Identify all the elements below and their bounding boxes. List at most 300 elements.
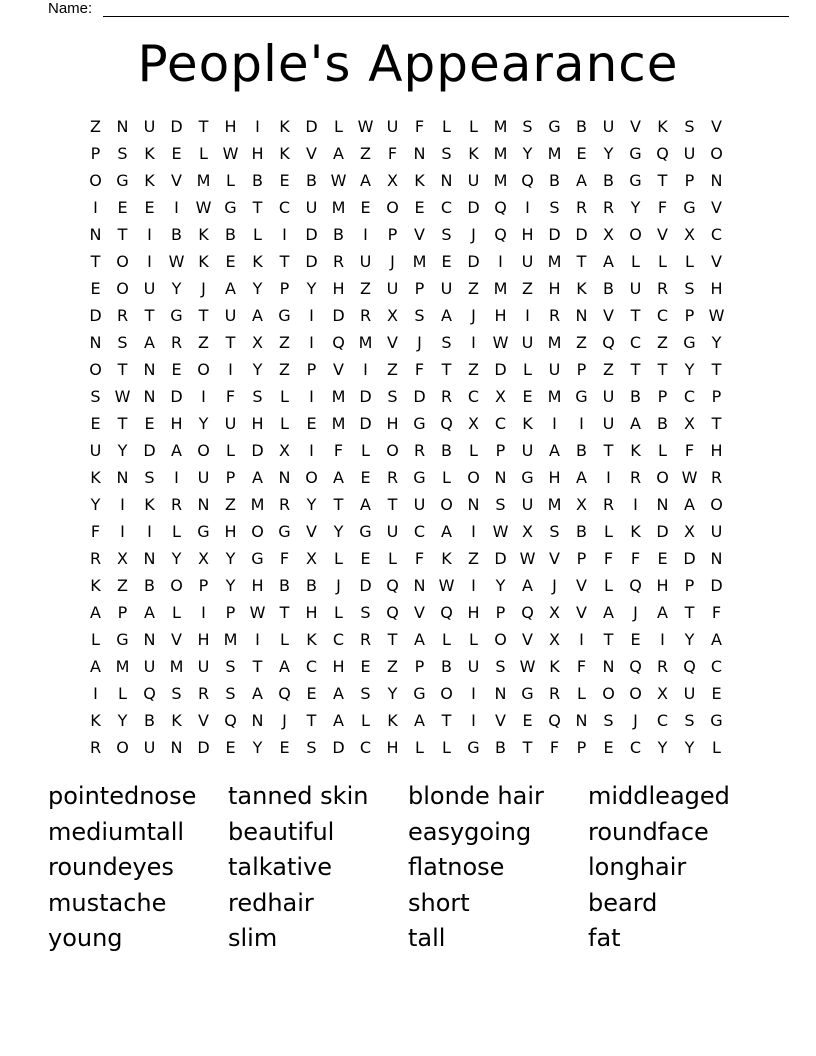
grid-letter: W bbox=[114, 387, 131, 406]
grid-letter: Y bbox=[684, 738, 695, 757]
grid-letter: S bbox=[441, 225, 452, 244]
grid-letter: R bbox=[170, 495, 183, 514]
grid-letter: C bbox=[656, 711, 669, 730]
grid-letter: U bbox=[143, 117, 156, 136]
word-list bbox=[48, 779, 788, 957]
grid-letter: J bbox=[336, 576, 341, 595]
grid-letter: U bbox=[467, 657, 480, 676]
grid-letter: B bbox=[441, 657, 452, 676]
grid-letter: I bbox=[525, 306, 530, 325]
grid-letter: L bbox=[280, 387, 289, 406]
name-field bbox=[48, 0, 748, 20]
word-list-item: redhair bbox=[228, 888, 314, 917]
grid-letter: M bbox=[547, 252, 562, 271]
grid-letter: E bbox=[225, 252, 236, 271]
grid-letter: D bbox=[305, 117, 318, 136]
grid-letter: W bbox=[195, 198, 212, 217]
grid-letter: Y bbox=[171, 279, 182, 298]
grid-letter: L bbox=[442, 117, 451, 136]
grid-letter: D bbox=[89, 306, 102, 325]
grid-letter: Q bbox=[548, 711, 561, 730]
grid-letter: Q bbox=[656, 144, 669, 163]
grid-letter: K bbox=[522, 414, 533, 433]
grid-letter: O bbox=[116, 738, 129, 757]
grid-letter: Z bbox=[468, 549, 479, 568]
grid-letter: X bbox=[684, 414, 695, 433]
grid-letter: H bbox=[386, 414, 399, 433]
grid-letter: G bbox=[278, 522, 291, 541]
grid-letter: Z bbox=[468, 360, 479, 379]
grid-letter: A bbox=[630, 414, 641, 433]
grid-letter: V bbox=[576, 603, 587, 622]
grid-letter: L bbox=[631, 252, 640, 271]
grid-letter: X bbox=[387, 171, 398, 190]
word-list-item: tall bbox=[408, 924, 446, 952]
grid-letter: D bbox=[548, 225, 561, 244]
grid-letter: S bbox=[225, 684, 236, 703]
grid-letter: E bbox=[279, 738, 290, 757]
grid-letter: Q bbox=[224, 711, 237, 730]
grid-letter: F bbox=[414, 360, 425, 379]
grid-letter: D bbox=[359, 414, 372, 433]
grid-letter: O bbox=[386, 441, 399, 460]
grid-letter: G bbox=[548, 117, 561, 136]
grid-letter: O bbox=[602, 684, 615, 703]
grid-letter: Y bbox=[117, 711, 128, 730]
grid-letter: A bbox=[657, 603, 668, 622]
grid-letter: M bbox=[223, 630, 238, 649]
grid-letter: G bbox=[521, 684, 534, 703]
grid-letter: U bbox=[224, 306, 237, 325]
grid-letter: N bbox=[440, 171, 453, 190]
grid-letter: O bbox=[656, 468, 669, 487]
grid-letter: O bbox=[467, 468, 480, 487]
grid-letter: V bbox=[711, 117, 722, 136]
grid-letter: P bbox=[684, 306, 695, 325]
grid-letter: T bbox=[387, 495, 398, 514]
grid-letter: N bbox=[251, 711, 264, 730]
grid-letter: M bbox=[547, 387, 562, 406]
grid-letter: K bbox=[171, 711, 182, 730]
grid-letter: B bbox=[630, 387, 641, 406]
grid-letter: I bbox=[147, 225, 152, 244]
grid-letter: Z bbox=[360, 279, 371, 298]
grid-letter: K bbox=[198, 252, 209, 271]
grid-letter: M bbox=[250, 495, 265, 514]
grid-letter: G bbox=[251, 549, 264, 568]
grid-letter: R bbox=[656, 657, 669, 676]
grid-letter: P bbox=[225, 468, 236, 487]
word-list-item: mediumtall bbox=[48, 817, 185, 846]
grid-letter: Y bbox=[711, 333, 722, 352]
grid-letter: Y bbox=[306, 495, 317, 514]
grid-letter: X bbox=[495, 387, 506, 406]
grid-letter: X bbox=[657, 684, 668, 703]
grid-letter: J bbox=[471, 225, 476, 244]
grid-letter: V bbox=[711, 198, 722, 217]
grid-letter: V bbox=[414, 603, 425, 622]
grid-letter: E bbox=[171, 144, 182, 163]
grid-letter: P bbox=[414, 279, 425, 298]
grid-letter: N bbox=[575, 711, 588, 730]
grid-letter: N bbox=[575, 306, 588, 325]
grid-letter: U bbox=[602, 387, 615, 406]
grid-letter: W bbox=[330, 171, 347, 190]
grid-letter: T bbox=[144, 306, 155, 325]
grid-letter: S bbox=[144, 468, 155, 487]
grid-letter: U bbox=[710, 522, 723, 541]
grid-letter: H bbox=[710, 441, 723, 460]
grid-letter: H bbox=[251, 576, 264, 595]
grid-letter: S bbox=[549, 198, 560, 217]
grid-letter: W bbox=[222, 144, 239, 163]
word-list-item: easygoing bbox=[408, 817, 532, 846]
grid-letter: Z bbox=[468, 279, 479, 298]
grid-letter: Z bbox=[387, 657, 398, 676]
grid-letter: K bbox=[90, 468, 101, 487]
grid-letter: G bbox=[575, 387, 588, 406]
grid-letter: H bbox=[305, 603, 318, 622]
grid-letter: Q bbox=[143, 684, 156, 703]
grid-letter: H bbox=[710, 279, 723, 298]
grid-letter: R bbox=[548, 684, 561, 703]
grid-letter: I bbox=[498, 252, 503, 271]
grid-letter: P bbox=[225, 603, 236, 622]
grid-letter: C bbox=[305, 657, 318, 676]
grid-letter: N bbox=[278, 468, 291, 487]
grid-letter: L bbox=[334, 603, 343, 622]
grid-letter: K bbox=[279, 144, 290, 163]
grid-letter: T bbox=[252, 198, 263, 217]
grid-letter: R bbox=[170, 333, 183, 352]
grid-letter: D bbox=[683, 549, 696, 568]
grid-letter: Q bbox=[386, 576, 399, 595]
grid-letter: U bbox=[467, 171, 480, 190]
grid-letter: K bbox=[630, 522, 641, 541]
word-list-item: roundface bbox=[588, 817, 709, 846]
grid-letter: X bbox=[387, 306, 398, 325]
word-list-item: young bbox=[48, 924, 123, 952]
grid-letter: Z bbox=[198, 333, 209, 352]
grid-letter: B bbox=[306, 171, 317, 190]
word-list-item: fat bbox=[588, 924, 621, 952]
grid-letter: B bbox=[603, 171, 614, 190]
grid-letter: P bbox=[117, 603, 128, 622]
grid-letter: L bbox=[388, 549, 397, 568]
grid-letter: U bbox=[386, 522, 399, 541]
grid-letter: R bbox=[710, 468, 723, 487]
grid-letter: I bbox=[552, 414, 557, 433]
grid-letter: O bbox=[629, 225, 642, 244]
grid-letter: F bbox=[414, 549, 425, 568]
grid-letter: I bbox=[228, 360, 233, 379]
grid-letter: I bbox=[282, 225, 287, 244]
grid-letter: I bbox=[201, 387, 206, 406]
grid-letter: G bbox=[521, 468, 534, 487]
grid-letter: Y bbox=[225, 549, 236, 568]
grid-letter: V bbox=[198, 711, 209, 730]
grid-letter: W bbox=[519, 657, 536, 676]
grid-letter: J bbox=[552, 576, 557, 595]
grid-letter: K bbox=[252, 252, 263, 271]
word-search-grid bbox=[82, 113, 730, 761]
grid-letter: O bbox=[629, 684, 642, 703]
grid-letter: D bbox=[656, 522, 669, 541]
grid-letter: A bbox=[333, 468, 344, 487]
grid-letter: R bbox=[386, 468, 399, 487]
grid-letter: Z bbox=[90, 117, 101, 136]
grid-letter: H bbox=[332, 279, 345, 298]
grid-letter: C bbox=[359, 738, 372, 757]
grid-letter: D bbox=[710, 576, 723, 595]
grid-letter: I bbox=[255, 630, 260, 649]
grid-letter: N bbox=[602, 657, 615, 676]
grid-letter: L bbox=[172, 603, 181, 622]
grid-letter: S bbox=[90, 387, 101, 406]
grid-letter: R bbox=[656, 279, 669, 298]
grid-letter: A bbox=[333, 711, 344, 730]
grid-letter: T bbox=[684, 603, 695, 622]
grid-letter: I bbox=[174, 198, 179, 217]
grid-letter: G bbox=[224, 198, 237, 217]
grid-letter: G bbox=[278, 306, 291, 325]
grid-letter: C bbox=[332, 630, 345, 649]
grid-letter: I bbox=[363, 360, 368, 379]
grid-letter: Q bbox=[494, 225, 507, 244]
grid-letter: Q bbox=[683, 657, 696, 676]
grid-letter: W bbox=[249, 603, 266, 622]
grid-letter: M bbox=[412, 252, 427, 271]
grid-letter: H bbox=[494, 306, 507, 325]
grid-letter: H bbox=[332, 657, 345, 676]
grid-letter: P bbox=[279, 279, 290, 298]
grid-letter: Q bbox=[440, 414, 453, 433]
grid-letter: E bbox=[657, 549, 668, 568]
grid-letter: A bbox=[90, 603, 101, 622]
grid-letter: S bbox=[306, 738, 317, 757]
grid-letter: V bbox=[387, 333, 398, 352]
grid-letter: H bbox=[548, 468, 561, 487]
grid-letter: I bbox=[471, 684, 476, 703]
grid-letter: C bbox=[629, 333, 642, 352]
grid-letter: D bbox=[170, 117, 183, 136]
grid-letter: R bbox=[629, 468, 642, 487]
grid-letter: X bbox=[549, 630, 560, 649]
grid-letter: T bbox=[279, 252, 290, 271]
grid-letter: Y bbox=[387, 684, 398, 703]
grid-letter: Y bbox=[252, 360, 263, 379]
grid-letter: R bbox=[332, 252, 345, 271]
grid-letter: Y bbox=[684, 360, 695, 379]
grid-letter: R bbox=[359, 630, 372, 649]
grid-letter: E bbox=[711, 684, 722, 703]
grid-letter: M bbox=[115, 657, 130, 676]
grid-letter: T bbox=[198, 306, 209, 325]
grid-letter: Q bbox=[521, 603, 534, 622]
grid-letter: F bbox=[225, 387, 236, 406]
grid-letter: Z bbox=[387, 360, 398, 379]
grid-letter: E bbox=[360, 549, 371, 568]
grid-letter: H bbox=[251, 414, 264, 433]
grid-letter: C bbox=[710, 225, 723, 244]
grid-letter: S bbox=[684, 117, 695, 136]
name-blank-line bbox=[103, 16, 789, 17]
grid-letter: T bbox=[441, 711, 452, 730]
grid-letter: O bbox=[197, 360, 210, 379]
grid-letter: W bbox=[168, 252, 185, 271]
grid-letter: D bbox=[359, 387, 372, 406]
grid-letter: O bbox=[116, 252, 129, 271]
grid-letter: T bbox=[279, 603, 290, 622]
grid-letter: U bbox=[521, 441, 534, 460]
grid-letter: U bbox=[386, 279, 399, 298]
grid-letter: E bbox=[576, 144, 587, 163]
grid-letter: H bbox=[197, 630, 210, 649]
grid-letter: I bbox=[471, 711, 476, 730]
grid-letter: O bbox=[89, 360, 102, 379]
grid-letter: N bbox=[170, 738, 183, 757]
grid-letter: A bbox=[90, 657, 101, 676]
grid-letter: Z bbox=[279, 360, 290, 379]
grid-letter: M bbox=[358, 333, 373, 352]
grid-letter: V bbox=[576, 576, 587, 595]
grid-letter: F bbox=[630, 549, 641, 568]
grid-letter: M bbox=[331, 414, 346, 433]
grid-letter: K bbox=[90, 711, 101, 730]
grid-letter: N bbox=[710, 549, 723, 568]
grid-letter: S bbox=[495, 495, 506, 514]
grid-letter: S bbox=[495, 657, 506, 676]
grid-letter: T bbox=[657, 360, 668, 379]
grid-letter: R bbox=[89, 738, 102, 757]
word-list-item: longhair bbox=[588, 853, 687, 881]
grid-letter: P bbox=[657, 387, 668, 406]
grid-letter: F bbox=[684, 441, 695, 460]
grid-letter: L bbox=[577, 684, 586, 703]
word-list-item: beautiful bbox=[228, 817, 335, 846]
grid-letter: X bbox=[198, 549, 209, 568]
grid-letter: P bbox=[387, 225, 398, 244]
grid-letter: J bbox=[633, 711, 638, 730]
grid-letter: E bbox=[630, 630, 641, 649]
grid-letter: F bbox=[657, 198, 668, 217]
grid-letter: I bbox=[471, 576, 476, 595]
grid-letter: Y bbox=[306, 279, 317, 298]
grid-letter: Y bbox=[90, 495, 101, 514]
grid-letter: E bbox=[441, 252, 452, 271]
grid-letter: I bbox=[93, 684, 98, 703]
grid-letter: D bbox=[413, 387, 426, 406]
grid-letter: U bbox=[386, 117, 399, 136]
grid-letter: V bbox=[171, 630, 182, 649]
grid-letter: N bbox=[710, 171, 723, 190]
grid-letter: T bbox=[333, 495, 344, 514]
grid-letter: V bbox=[171, 171, 182, 190]
grid-letter: D bbox=[305, 225, 318, 244]
grid-letter: O bbox=[116, 279, 129, 298]
grid-letter: D bbox=[170, 387, 183, 406]
page-title: People's Appearance bbox=[137, 35, 679, 93]
grid-letter: Q bbox=[521, 171, 534, 190]
grid-letter: S bbox=[387, 387, 398, 406]
grid-letter: Z bbox=[603, 360, 614, 379]
grid-letter: L bbox=[469, 117, 478, 136]
grid-letter: L bbox=[361, 441, 370, 460]
grid-letter: H bbox=[467, 603, 480, 622]
grid-letter: B bbox=[603, 279, 614, 298]
grid-letter: Q bbox=[494, 198, 507, 217]
grid-letter: D bbox=[332, 306, 345, 325]
grid-letter: W bbox=[708, 306, 725, 325]
grid-letter: L bbox=[280, 630, 289, 649]
grid-letter: T bbox=[117, 225, 128, 244]
grid-letter: Z bbox=[279, 333, 290, 352]
grid-letter: P bbox=[711, 387, 722, 406]
grid-letter: N bbox=[143, 387, 156, 406]
grid-letter: X bbox=[117, 549, 128, 568]
grid-letter: N bbox=[89, 225, 102, 244]
grid-letter: C bbox=[413, 522, 426, 541]
grid-letter: C bbox=[440, 198, 453, 217]
grid-letter: G bbox=[413, 414, 426, 433]
grid-letter: I bbox=[471, 333, 476, 352]
grid-letter: V bbox=[333, 360, 344, 379]
grid-letter: B bbox=[306, 576, 317, 595]
grid-letter: O bbox=[494, 630, 507, 649]
grid-letter: E bbox=[603, 738, 614, 757]
grid-letter: C bbox=[467, 387, 480, 406]
grid-letter: Y bbox=[657, 738, 668, 757]
grid-letter: R bbox=[278, 495, 291, 514]
grid-letter: L bbox=[442, 738, 451, 757]
grid-letter: V bbox=[414, 225, 425, 244]
grid-letter: H bbox=[224, 117, 237, 136]
grid-letter: K bbox=[198, 225, 209, 244]
grid-letter: M bbox=[547, 333, 562, 352]
grid-letter: N bbox=[413, 144, 426, 163]
grid-letter: C bbox=[278, 198, 291, 217]
grid-letter: O bbox=[440, 495, 453, 514]
grid-letter: A bbox=[252, 468, 263, 487]
grid-letter: N bbox=[116, 468, 129, 487]
word-list-item: roundeyes bbox=[48, 853, 174, 881]
grid-letter: A bbox=[576, 468, 587, 487]
grid-letter: L bbox=[658, 441, 667, 460]
grid-letter: L bbox=[253, 225, 262, 244]
grid-letter: B bbox=[495, 738, 506, 757]
grid-letter: U bbox=[683, 144, 696, 163]
grid-letter: S bbox=[117, 333, 128, 352]
grid-letter: D bbox=[251, 441, 264, 460]
grid-letter: Y bbox=[252, 279, 263, 298]
grid-letter: C bbox=[710, 657, 723, 676]
grid-letter: E bbox=[225, 738, 236, 757]
word-list-item: slim bbox=[228, 924, 278, 952]
grid-letter: H bbox=[224, 522, 237, 541]
grid-letter: E bbox=[90, 279, 101, 298]
grid-letter: U bbox=[548, 360, 561, 379]
grid-letter: Y bbox=[630, 198, 641, 217]
grid-letter: I bbox=[471, 522, 476, 541]
grid-letter: F bbox=[603, 549, 614, 568]
grid-letter: D bbox=[332, 738, 345, 757]
grid-letter: X bbox=[306, 549, 317, 568]
grid-letter: V bbox=[306, 144, 317, 163]
grid-letter: N bbox=[656, 495, 669, 514]
grid-letter: H bbox=[521, 225, 534, 244]
grid-letter: K bbox=[279, 117, 290, 136]
name-label: Name: bbox=[48, 0, 93, 17]
